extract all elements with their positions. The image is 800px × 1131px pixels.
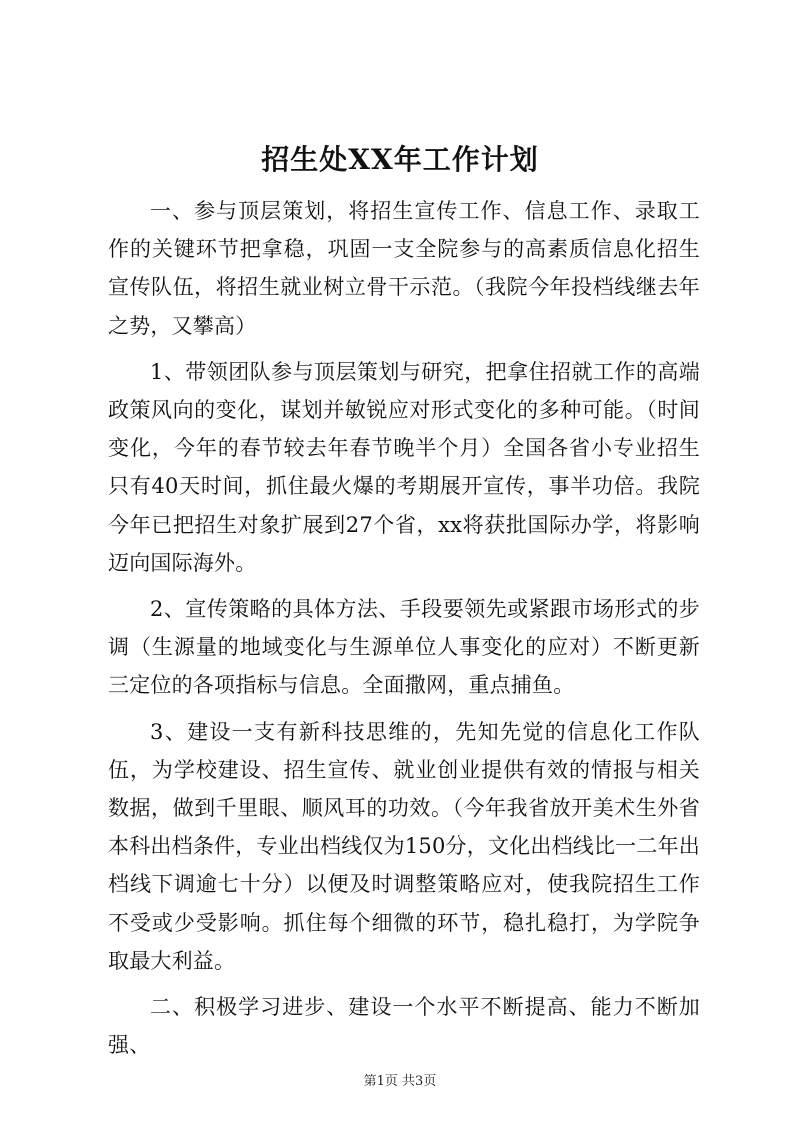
- paragraph-item-2: 2、宣传策略的具体方法、手段要领先或紧跟市场形式的步调（生源量的地域变化与生源单位人事变化的应对）不断更新三定位的各项指标与信息。全面撒网，重点捕鱼。: [108, 597, 700, 698]
- paragraph-item-3: 3、建设一支有新科技思维的，先知先觉的信息化工作队伍，为学校建设、招生宣传、就业创业提供有效的情报与相关数据，做到千里眼、顺风耳的功效。（今年我省放开美术生外省本科出档条件，专业出档线仅为150分，文化出档线比一二年出档线下调逾七十分）以便及时调整策略应对，使我院招生工作不受或少受影响。抓住每个细微的环节，稳扎稳打，为学院争取最大利益。: [108, 719, 700, 973]
- document-body: [108, 192, 700, 1072]
- paragraph-item-1: 1、带领团队参与顶层策划与研究，把拿住招就工作的高端政策风向的变化，谋划并敏锐应对形式变化的多种可能。（时间变化，今年的春节较去年春节晚半个月）全国各省小专业招生只有40天时间，抓住最火爆的考期展开宣传，事半功倍。我院今年已把招生对象扩展到27个省，xx将获批国际办学，将影响迈向国际海外。: [108, 359, 700, 575]
- page-footer: 第1页 共3页: [363, 1074, 437, 1089]
- paragraph-section-one: 一、参与顶层策划，将招生宣传工作、信息工作、录取工作的关键环节把拿稳，巩固一支全院参与的高素质信息化招生宣传队伍，将招生就业树立骨干示范。（我院今年投档线继去年之势，又攀高）: [108, 199, 700, 338]
- page-title: 招生处XX年工作计划: [261, 143, 539, 176]
- paragraph-section-two: 二、积极学习进步、建设一个水平不断提高、能力不断加强、: [108, 995, 700, 1058]
